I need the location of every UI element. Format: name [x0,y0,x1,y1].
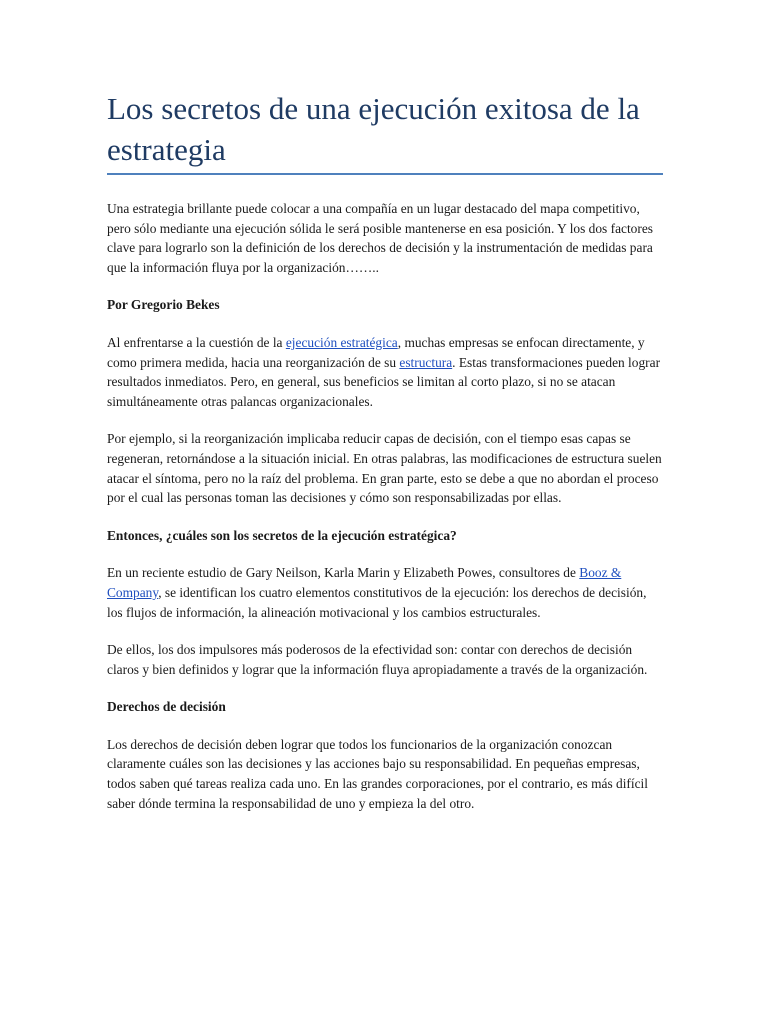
paragraph-text: . Estas transformaciones pueden lograr resultados inmediatos. Pero, en general, sus beneficios se limitan al corto plazo, si no se atacan simultáneamente otras palancas organizacionales. [107,354,661,409]
paragraph-text: , se identifican los cuatro elementos constitutivos de la ejecución: los derechos de decisión, los flujos de información, la alineación motivacional y los cambios estructurales. [107,584,647,620]
byline: Por Gregorio Bekes [107,297,220,313]
link-ejecucion-estrategica[interactable]: ejecución estratégica [285,334,398,350]
paragraph-text: En un reciente estudio de Gary Neilson, Karla Marin y Elizabeth Powes, consultores de [107,565,580,581]
page-title: Los secretos de una ejecución exitosa de la estrategia [107,88,663,175]
paragraph-text: Al enfrentarse a la cuestión de la [107,334,286,350]
spacer [107,175,663,199]
spacer [107,411,663,429]
section-heading-secretos: Entonces, ¿cuáles son los secretos de la ejecución estratégica? [107,527,457,543]
spacer [107,622,663,640]
spacer [107,315,663,333]
spacer [107,717,663,735]
spacer [107,545,663,563]
paragraph-text: , muchas empresas se enfocan directamente, y como primera medida, hacia una reorganización de su [107,334,645,370]
paragraph-ejemplo: Por ejemplo, si la reorganización implicaba reducir capas de decisión, con el tiempo esas capas se regeneran, retornándose a la situación inicial. En otras palabras, las modificaciones de estructura suelen atacar el síntoma, pero no la raíz del problema. En gran parte, esto se debe a que no abordan el proceso por el cual las personas toman las decisiones y cómo son responsabilizadas por ellas. [107,431,662,506]
section-heading-derechos: Derechos de decisión [107,699,226,715]
paragraph-estructura [107,333,663,411]
paragraph-derechos: Los derechos de decisión deben lograr que todos los funcionarios de la organización conozcan claramente cuáles son las decisiones y las acciones bajo su responsabilidad. En pequeñas empresas, todos saben qué tareas realiza cada uno. En las grandes corporaciones, por el contrario, es más difícil saber dónde termina la responsabilidad de uno y empieza la del otro. [107,736,648,811]
paragraph-impulsores: De ellos, los dos impulsores más poderosos de la efectividad son: contar con derechos de decisión claros y bien definidos y lograr que la información fluya apropiadamente a través de la organización. [107,642,648,677]
intro-paragraph: Una estrategia brillante puede colocar a una compañía en un lugar destacado del mapa competitivo, pero sólo mediante una ejecución sólida le será posible mantenerse en esa posición. Y los dos factores clave para lograrlo son la definición de los derechos de decisión y la instrumentación de medidas para que la información fluya por la organización…….. [107,201,653,275]
spacer [107,277,663,295]
link-booz-company[interactable]: Booz & Company [107,565,622,600]
document-page [107,88,663,813]
paragraph-estudio [107,563,663,622]
link-estructura[interactable]: estructura [399,354,453,370]
spacer [107,508,663,526]
spacer [107,679,663,697]
